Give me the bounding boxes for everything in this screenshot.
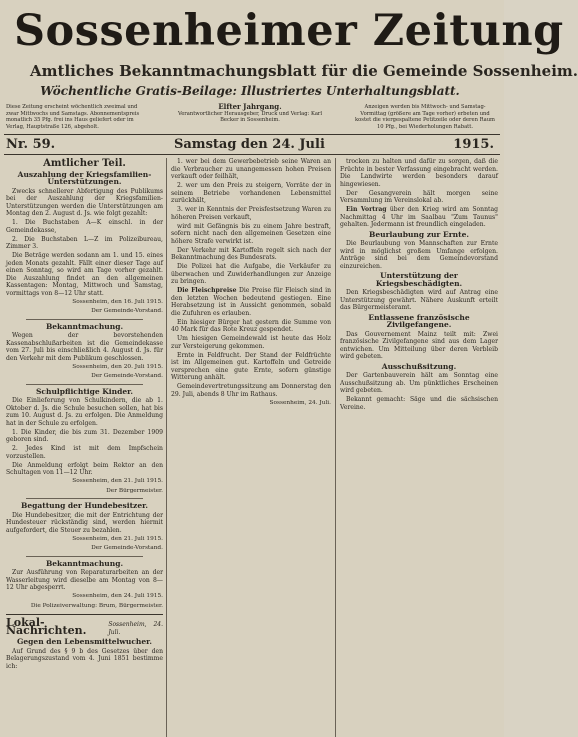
column-1 bbox=[6, 158, 163, 737]
article-body: Die Preise für Fleisch sind in den letzten Wochen bedeutend gestiegen. Eine Herabsetzung ist in Aussicht genommen, sobald die Zufuhren es erlauben. bbox=[171, 287, 332, 317]
article-text: Bekannt gemacht: Säge und die sächsischen Vereine. bbox=[340, 396, 498, 411]
signature-place: Sossenheim, den 20. Juli 1915. bbox=[72, 363, 163, 370]
article-heading: Beurlaubung zur Ernte. bbox=[369, 229, 469, 239]
article-heading: Schulpflichtige Kinder. bbox=[36, 386, 133, 396]
article-text: Gemeindevertretungssitzung am Donnerstag den 29. Juli, abends 8 Uhr im Rathaus. bbox=[171, 383, 331, 398]
article-heading: Entlassene französische Zivilgefangene. bbox=[368, 312, 470, 329]
article-text: Ernte in Feldfrucht. Der Stand der Feldfrüchte ist im Allgemeinen gut. Kartoffeln und Getreide versprechen eine gute Ernte, sofern günstige Witterung anhält. bbox=[171, 351, 331, 381]
signature: Der Bürgermeister. bbox=[106, 487, 163, 494]
signature-place: Sossenheim, 24. Juli. bbox=[269, 399, 331, 406]
article-heading: Bekanntmachung. bbox=[45, 558, 124, 568]
signature-place: Sossenheim, den 21. Juli 1915. bbox=[72, 535, 163, 542]
separator bbox=[26, 556, 143, 557]
publisher-info bbox=[170, 104, 330, 124]
article-text: Die Hundebesitzer, die mit der Entrichtung der Hundesteuer rückständig sind, werden hiermit aufgefordert, die Steuer zu bezahlen. bbox=[6, 511, 163, 534]
issue-date: Samstag den 24. Juli bbox=[174, 137, 325, 152]
article-text: Ein hiesiger Bürger hat gestern die Summe von 40 Mark für das Rote Kreuz gespendet. bbox=[171, 318, 331, 333]
separator bbox=[26, 498, 143, 499]
masthead-title: Sossenheimer Zeitung bbox=[14, 6, 564, 56]
article-text: Zur Ausführung von Reparaturarbeiten an der Wasserleitung wird dieselbe am Montag von 8—12 Uhr abgesperrt. bbox=[6, 569, 163, 591]
article-text bbox=[171, 287, 331, 317]
article-heading: Bekanntmachung. bbox=[45, 321, 124, 331]
issue-year: 1915. bbox=[453, 137, 494, 152]
article-lead: Die Fleischpreise bbox=[177, 287, 237, 294]
article-heading: Auszahlung der Kriegsfamilien-Unterstützungen. bbox=[17, 169, 152, 186]
article-text: 1. wer bei dem Gewerbebetrieb seine Waren an die Verbraucher zu unangemessen hohen Preisen verkauft oder feilhält, bbox=[171, 158, 331, 180]
article-heading: Gegen den Lebensmittelwucher. bbox=[17, 637, 152, 646]
separator bbox=[26, 319, 143, 320]
article-text bbox=[340, 206, 498, 229]
volume-year: Elfter Jahrgang. bbox=[218, 102, 282, 111]
article-text: Das Gouvernement Mainz teilt mit: Zwei französische Zivilgefangene sind aus dem Lager entwichen. Um Mitteilung über deren Verbleib wird gebeten. bbox=[340, 330, 498, 360]
article-text: Um hiesigen Gemeindewald ist heute das Holz zur Versteigerung gekommen. bbox=[171, 335, 331, 350]
issue-line bbox=[4, 137, 500, 154]
masthead-subtitle: Amtliches Bekanntmachungsblatt für die Gemeinde Sossenheim. bbox=[30, 62, 578, 80]
article-text: wird mit Gefängnis bis zu einem Jahre bestraft, sofern nicht nach den allgemeinen Gesetzen eine höhere Strafe verwirkt ist. bbox=[171, 222, 331, 245]
signature: Der Gemeinde-Vorstand. bbox=[91, 373, 163, 379]
signature-place: Sossenheim, den 21. Juli 1915. bbox=[72, 478, 163, 484]
article-heading: Begattung der Hundebesitzer. bbox=[21, 501, 148, 510]
advertising-info: Anzeigen werden bis Mittwoch- und Samstag-Vormittag (größere am Tage vorher) erbeten und kostet die viergespaltene Petitzeile oder deren Raum 10 Pfg., bei Wiederholungen Rabatt. bbox=[355, 104, 495, 130]
section-rule bbox=[6, 614, 163, 615]
article-text: trocken zu halten und dafür zu sorgen, daß die Früchte in bester Verfassung eingebracht werden. Die Landwirte werden besonders darauf hingewiesen. bbox=[340, 158, 498, 188]
article-text: Den Kriegsbeschädigten wird auf Antrag eine Unterstützung gewährt. Nähere Auskunft erteilt das Bürgermeisteramt. bbox=[340, 289, 498, 311]
article-body: über den Krieg wird am Sonntag Nachmittag 4 Uhr im Saalbau "Zum Taunus" gehalten. Jedermann ist freundlich eingeladen. bbox=[340, 206, 498, 228]
article-text: Auf Grund des § 9 b des Gesetzes über den Belagerungszustand vom 4. Juni 1851 bestimme ich: bbox=[6, 647, 163, 670]
article-heading: Unterstützung der Kriegsbeschädigten. bbox=[375, 271, 463, 288]
section-heading: Amtlicher Teil. bbox=[43, 158, 126, 169]
article-text: 2. wer um den Preis zu steigern, Vorräte der in seinem Betriebe vorhandenen Lebensmittel zurückhält, bbox=[171, 182, 331, 204]
article-text: Der Gartenbauverein hält am Sonntag eine Ausschußsitzung ab. Um pünktliches Erscheinen wird gebeten. bbox=[340, 372, 498, 394]
article-text: Die Beträge werden sodann am 1. und 15. eines jeden Monats gezahlt. Fällt einer dieser Tage auf einen Sonntag, so wird am Tage vorher gezahlt. Die Auszahlung findet an den allgemeinen Kassentagen: Montag, Mittwoch und Samstag, vormittags von 8—12 Uhr statt. bbox=[6, 252, 163, 297]
article-text: 3. wer in Kenntnis der Preisfestsetzung Waren zu höheren Preisen verkauft, bbox=[171, 206, 331, 221]
column-3 bbox=[340, 158, 498, 737]
article-text: Die Anmeldung erfolgt beim Rektor an den Schultagen von 11—12 Uhr. bbox=[6, 461, 163, 476]
column-divider bbox=[335, 158, 336, 737]
local-news-date: Sossenheim, 24. Juli. bbox=[108, 621, 163, 636]
issue-number: Nr. 59. bbox=[6, 137, 56, 152]
signature-place: Sossenheim, den 24. Juli 1915. bbox=[72, 593, 163, 599]
signature-place: Sossenheim, den 16. Juli 1915. bbox=[72, 298, 163, 305]
article-text: 1. Die Buchstaben A—K einschl. in der Gemeindekasse, bbox=[6, 219, 163, 234]
local-news-header bbox=[6, 616, 163, 637]
article-text: Der Verkehr mit Kartoffeln regelt sich nach der Bekanntmachung des Bundesrats. bbox=[171, 246, 331, 261]
article-text: Der Gesangverein hält morgen seine Versammlung im Vereinslokal ab. bbox=[340, 189, 498, 204]
article-lead: Ein Vortrag bbox=[346, 206, 387, 213]
separator bbox=[26, 384, 143, 385]
signature: Der Gemeinde-Vorstand. bbox=[91, 308, 163, 314]
article-heading: Ausschußsitzung. bbox=[381, 361, 457, 371]
masthead-supplement: Wöchentliche Gratis-Beilage: Illustriertes Unterhaltungsblatt. bbox=[40, 84, 460, 98]
signature: Die Polizeiverwaltung: Brum, Bürgermeister. bbox=[30, 602, 163, 609]
article-text: 2. Die Buchstaben L—Z im Polizeibureau, Zimmer 3. bbox=[6, 235, 163, 250]
publisher-line: Verantwortlicher Herausgeber, Druck und Verlag: Karl Becker in Sossenheim. bbox=[177, 110, 323, 123]
article-text: 2. Jedes Kind ist mit dem Impfschein vorzustellen. bbox=[6, 445, 163, 460]
masthead-rule-top bbox=[4, 134, 500, 135]
article-text: Zwecks schnellerer Abfertigung des Publikums bei der Auszahlung der Kriegsfamilien-Unterstützungen werden die Unterstützungen am Montag den 2. August d. Js. wie folgt gezahlt: bbox=[6, 187, 163, 217]
masthead-rule-bottom bbox=[4, 154, 500, 155]
article-text: Die Einlieferung von Schulkindern, die ab 1. Oktober d. Js. die Schule besuchen sollen, hat bis zum 10. August d. Js. zu erfolgen. Die Anmeldung hat in der Schule zu erfolgen. bbox=[6, 397, 163, 427]
column-divider bbox=[166, 158, 167, 737]
article-text: 1. Die Kinder, die bis zum 31. Dezember 1909 geboren sind. bbox=[6, 428, 163, 443]
article-text: Die Polizei hat die Aufgabe, die Verkäufer zu überwachen und Zuwiderhandlungen zur Anzeige zu bringen. bbox=[171, 263, 331, 285]
local-news-title: Lokal-Nachrichten. bbox=[6, 616, 87, 637]
article-text: Die Beurlaubung von Mannschaften zur Ernte wird in möglichst großem Umfange erfolgen. Anträge sind bei dem Gemeindevorstand einzureichen. bbox=[340, 240, 498, 270]
subscription-info: Diese Zeitung erscheint wöchentlich zweimal und zwar Mittwochs und Samstags. Abonnementspreis monatlich 35 Pfg. frei ins Haus geliefert oder im Verlag, Hauptstraße 126, abgeholt. bbox=[6, 104, 140, 130]
column-2 bbox=[171, 158, 331, 737]
article-text: Wegen der bevorstehenden Kassenabschlußarbeiten ist die Gemeindekasse vom 27. Juli bis einschließlich 4. August d. Js. für den Verkehr mit dem Publikum geschlossen. bbox=[6, 332, 163, 362]
signature: Der Gemeinde-Vorstand. bbox=[91, 545, 163, 551]
